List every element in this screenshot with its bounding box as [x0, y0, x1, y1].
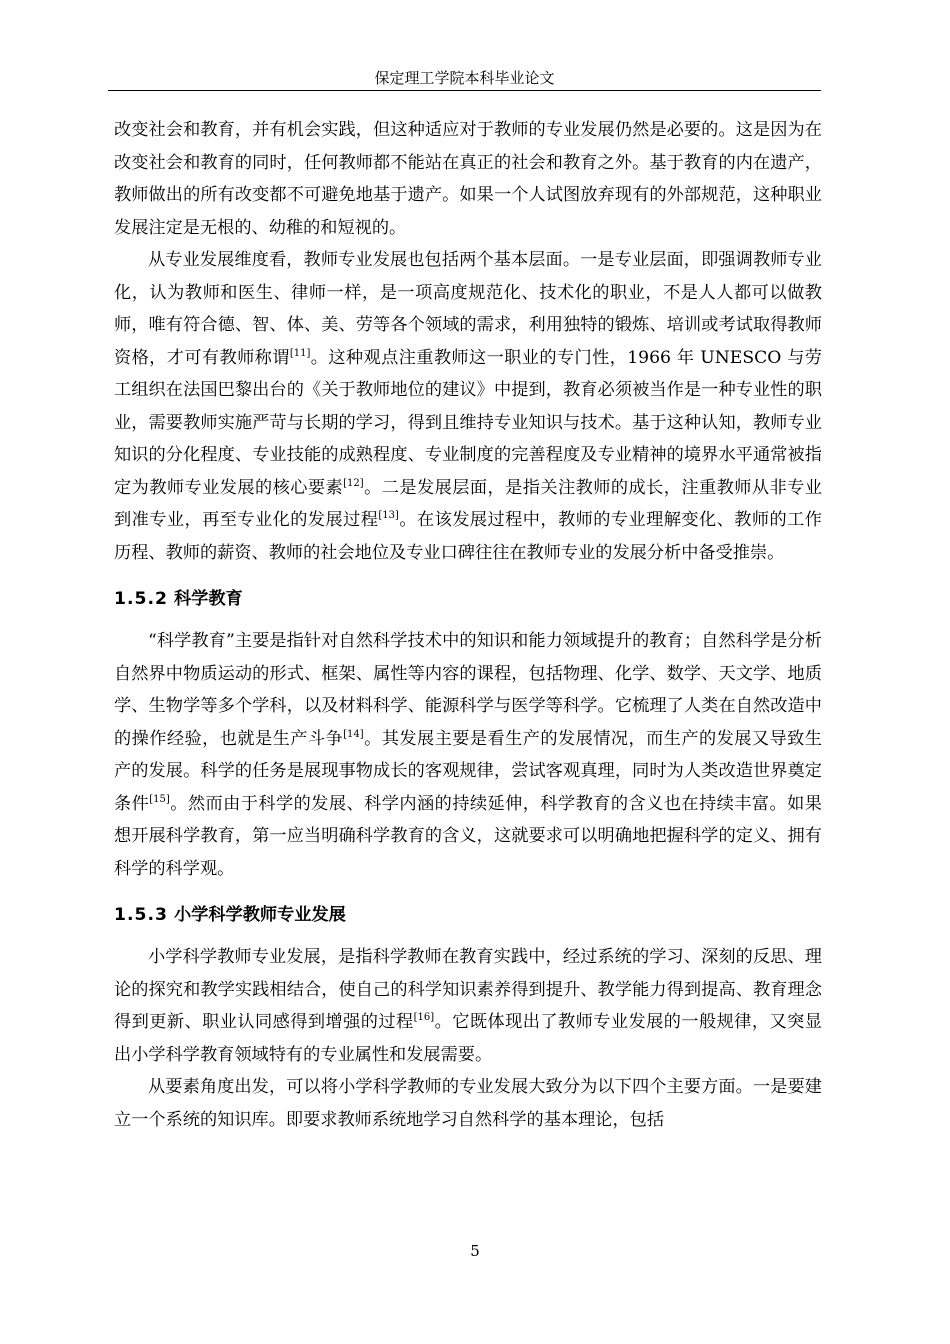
citation-ref: [13] [378, 510, 399, 521]
citation-ref: [15] [149, 793, 170, 805]
paragraph-text: 。它既体现出了教师专业发展的一般规律，又突显出小学科学教育领域特有的专业属性和发展需要。 [114, 1012, 822, 1065]
page-number: 5 [470, 1242, 480, 1260]
section-number: 1.5.3 [114, 905, 168, 925]
paragraph-text: 从专业发展维度看，教师专业发展也包括两个基本层面。一是专业层面，即强调教师专业化，认为教师和医生、律师一样，是一项高度规范化、技术化的职业，不是人人都可以做教师，唯有符合德、智、体、美、劳等各个领域的需求，利用独特的锻炼、培训或考试取得教师资格，才可有教师称谓 [114, 250, 822, 368]
citation-ref: [14] [343, 728, 364, 740]
paragraph-four-aspects: 从要素角度出发，可以将小学科学教师的专业发展大致分为以下四个主要方面。一是要建立一个系统的知识库。即要求教师系统地学习自然科学的基本理论，包括 [114, 1077, 822, 1130]
section-title: 科学教育 [173, 589, 243, 609]
citation-ref: [11] [289, 347, 311, 359]
citation-ref: [16] [413, 1012, 435, 1023]
paragraph-continuation: 改变社会和教育，并有机会实践，但这种适应对于教师的专业发展仍然是必要的。这是因为在改变社会和教育的同时，任何教师都不能站在真正的社会和教育之外。基于教育的内在遗产，教师做出的所有改变都不可避免地基于遗产。如果一个人试图放弃现有的外部规范，这种职业发展注定是无根的、幼稚的和短视的。 [114, 120, 822, 238]
section-title: 小学科学教师专业发展 [173, 905, 346, 925]
citation-ref: [12] [343, 477, 364, 489]
section-heading-teacher-development [114, 885, 822, 941]
paragraph-text: 。其发展主要是看生产的发展情况，而生产的发展又导致生产的发展。科学的任务是展现事物成长的客观规律，尝试客观真理，同时为人类改造世界奠定条件 [114, 728, 822, 814]
paragraph-text: 小学科学教师专业发展，是指科学教师在教育实践中，经过系统的学习、深刻的反思、理论的探究和教学实践相结合，使自己的科学知识素养得到提升、教学能力得到提高、教育理念得到更新、职业认同感得到增强的过程 [114, 947, 822, 1032]
paragraph-professional-dimension [114, 244, 822, 569]
page-header: 保定理工学院本科毕业论文 [108, 66, 821, 91]
paragraph-text: 。这种观点注重教师这一职业的专门性，1966 年 UNESCO 与劳工组织在法国巴黎出台的《关于教师地位的建议》中提到，教育必须被当作是一种专业性的职业，需要教师实施严苛与长期的学习，得到且维持专业知识与技术。基于这种认知，教师专业知识的分化程度、专业技能的成熟程度、专业制度的完善程度及专业精神的境界水平通常被指定为教师专业发展的核心要素 [114, 347, 822, 498]
document-body [114, 114, 822, 1136]
paragraph-teacher-development [114, 941, 822, 1071]
paragraph-text: “科学教育”主要是指针对自然科学技术中的知识和能力领域提升的教育；自然科学是分析自然界中物质运动的形式、框架、属性等内容的课程，包括物理、化学、数学、天文学、地质学、生物学等多个学科，以及材料科学、能源科学与医学等科学。它梳理了人类在自然改造中的操作经验，也就是生产斗争 [114, 631, 822, 749]
paragraph-science-education [114, 625, 822, 885]
section-heading-science-education [114, 569, 822, 625]
paragraph-text: 。在该发展过程中，教师的专业理解变化、教师的工作历程、教师的薪资、教师的社会地位及专业口碑往往在教师专业的发展分析中备受推崇。 [114, 510, 822, 563]
paragraph-text: 。然而由于科学的发展、科学内涵的持续延伸，科学教育的含义也在持续丰富。如果想开展科学教育，第一应当明确科学教育的含义，这就要求可以明确地把握科学的定义、拥有科学的科学观。 [114, 793, 822, 879]
section-number: 1.5.2 [114, 589, 168, 609]
paragraph-text: 。二是发展层面，是指关注教师的成长，注重教师从非专业到准专业，再至专业化的发展过程 [114, 477, 822, 530]
